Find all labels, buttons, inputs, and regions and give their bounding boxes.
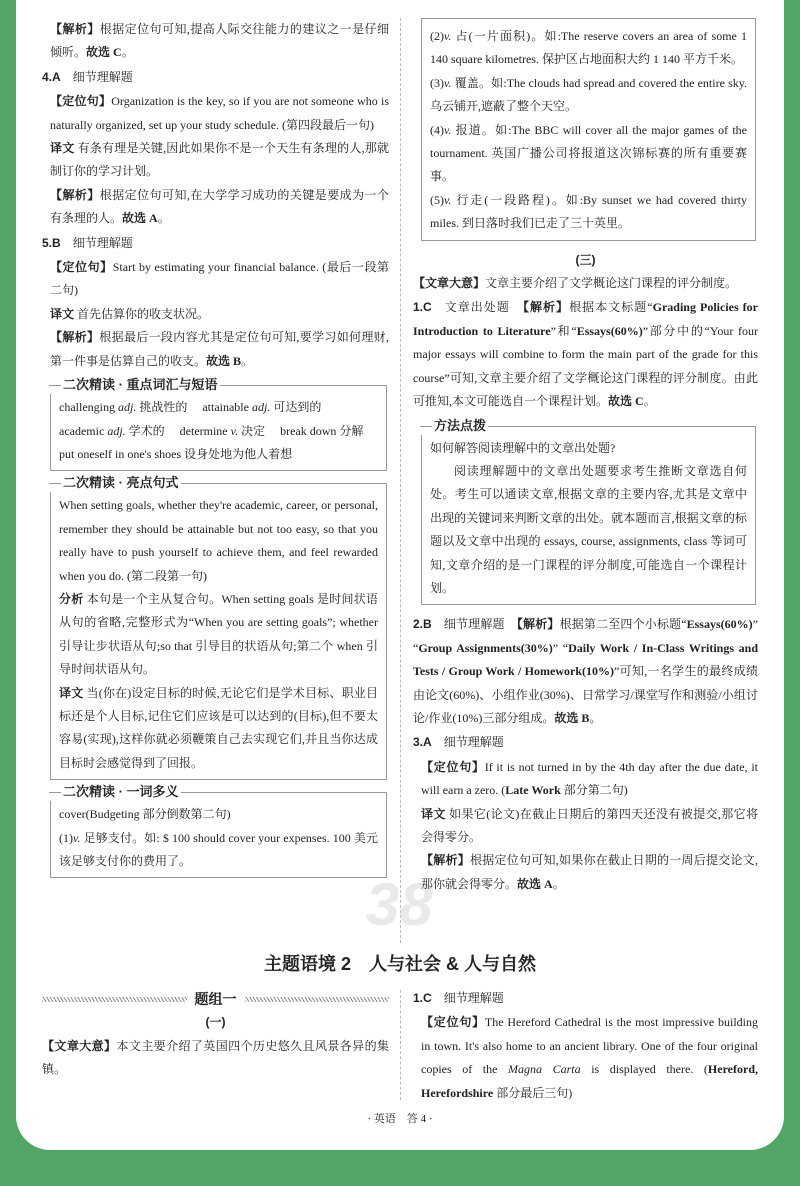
paragraph: [413, 756, 758, 803]
box-paragraph: [430, 460, 747, 600]
bold-text: 故选 C: [86, 45, 122, 60]
box-paragraph: [430, 119, 747, 189]
paragraph: [413, 803, 758, 850]
label-tag: 【解析】: [50, 22, 100, 36]
answer-text: [413, 617, 758, 725]
watermark-logo: 38: [366, 871, 433, 938]
paragraph: [42, 256, 389, 303]
text-run: Start by estimating your financial balance. (最后一段第二句): [50, 260, 389, 298]
label-tag: 【解析】: [50, 187, 100, 202]
question-heading: [42, 232, 389, 255]
box-paragraph: [59, 494, 378, 588]
note-box: [421, 18, 756, 241]
italic-text: adj.: [251, 400, 271, 415]
text-run: 根据本文标题“: [569, 300, 653, 315]
question-type: 细节理解题: [443, 735, 504, 750]
question-number: 5.B: [42, 235, 61, 250]
right-column: [413, 18, 758, 896]
label-tag: 译文: [50, 306, 75, 321]
note-box-title: 二次精读 · 重点词汇与短语: [49, 376, 220, 394]
text-run: 当(你在)设定目标的时候,无论它们是学术目标、职业目标还是个人目标,记住它们应该是可以达到的(目标),但不要太容易(实现),这样你就必须鞭策自己去实现它们,并且当你达成目标时会感觉得到了回报。: [59, 685, 378, 770]
question-number: 1.C: [413, 991, 432, 1005]
text-run: 文章主要介绍了文学概论这门课程的评分制度。: [485, 276, 738, 291]
text-run: 有条有理是关键,因此如果你不是一个天生有条理的人,那就制订你的学习计划。: [50, 141, 389, 179]
box-paragraph: [430, 189, 747, 236]
italic-text: v.: [230, 423, 239, 438]
text-run: 本句是一个主从复合句。When setting goals 是时间状语从句的省略,完整形式为“When you are setting goals”; whether 引导让步状语从句;so that 引导目的状语从句;第二个 when 引导时间状语从句。: [59, 591, 378, 677]
paragraph: [42, 18, 389, 65]
text-run: 学术的 determine: [125, 423, 231, 438]
italic-text: Magna Carta: [508, 1062, 581, 1077]
question-heading: [413, 987, 758, 1010]
column-divider: [400, 990, 401, 1100]
bold-text: Essays(60%): [576, 323, 643, 338]
question-number: 1.C: [413, 300, 432, 315]
box-paragraph: [59, 443, 378, 466]
italic-text: v.: [444, 192, 452, 207]
text-run: ”和“: [550, 323, 577, 338]
text-run: ”部分中的“Your four major essays will combine to form the main part of the grade for this course”可知,文章主要介绍了文学概论这门课程的评分制度。由此可推知,本文可能选自一个课程计划。: [413, 323, 759, 409]
label-tag: 分析: [59, 591, 84, 606]
note-box: [50, 475, 387, 780]
text-run: Organization is the key, so if you are not someone who is naturally organized, set up your study schedule. (第四段最后一句): [50, 94, 389, 132]
left-column-lower: [42, 988, 389, 1082]
box-paragraph: [59, 420, 378, 443]
text-run: ” “: [552, 640, 569, 655]
question-type: 细节理解题: [443, 991, 504, 1005]
text-run: 报道。如:The BBC will cover all the major games of the tournament. 英国广播公司将报道这次锦标赛的所有重要赛事。: [430, 122, 747, 184]
right-column-lower: [413, 986, 758, 1105]
italic-text: adj.: [107, 423, 126, 438]
question-number: 2.B: [413, 617, 432, 632]
left-column: [42, 18, 389, 886]
paragraph: [42, 90, 389, 137]
italic-text: v.: [444, 122, 452, 137]
page-footer: · 英语 答 4 ·: [367, 1113, 433, 1125]
decorative-rule: [42, 997, 187, 1002]
box-paragraph: [59, 682, 378, 776]
bold-text: Essays(60%): [686, 617, 753, 632]
paragraph: [42, 1035, 389, 1082]
text-run: (1): [59, 830, 73, 845]
text-run: 可达到的: [270, 400, 322, 415]
text-run: 覆盖。如:The clouds had spread and covered the entire sky. 乌云铺开,遮蔽了整个天空。: [430, 75, 747, 114]
decorative-rule: [245, 997, 390, 1002]
text-run: When setting goals, whether they're academic, career, or personal, remember they should be attainable but not too easy, so that you really have to push yourself to achieve them, and feel rewarded when you do. (第二段第一句): [59, 498, 378, 583]
bold-text: Group Assignments(30%): [418, 640, 553, 655]
label-tag: 【解析】: [421, 853, 470, 868]
text-run: 。: [157, 211, 170, 226]
label-tag: 【定位句】: [421, 759, 485, 774]
label-tag: 【定位句】: [50, 94, 112, 109]
text-run: 足够支付。如: $ 100 should cover your expenses. 100 美元该足够支付你的费用了。: [59, 830, 378, 868]
text-run: 部分第二句): [560, 783, 628, 798]
question-heading: [42, 66, 389, 89]
text-run: 部分最后三句): [493, 1085, 573, 1100]
label-tag: 【定位句】: [50, 260, 113, 275]
text-run: academic: [59, 423, 108, 438]
question-heading: [413, 296, 758, 413]
paragraph: [42, 326, 389, 373]
text-run: 阅读理解题中的文章出处题要求考生推断文章选自何处。考生可以通读文章,根据文章的主要内容,尤其是文章中出现的关键词来判断文章的出处。就本题而言,根据文章的标题以及文章中出现的 essays, course, assignments, class 等词可知,文章介绍的是一门课程的评分制度,可能选自一个课程计划。: [430, 463, 747, 595]
spacer: [510, 300, 523, 314]
note-box: [421, 417, 756, 606]
paragraph: [42, 184, 389, 231]
group-heading: [42, 988, 389, 1011]
label-tag: 【解析】: [50, 330, 100, 345]
label-tag: 【解析】: [522, 300, 570, 315]
note-box: [50, 377, 387, 471]
bold-text: 故选 B: [554, 710, 590, 725]
label-tag: 【解析】: [516, 617, 560, 632]
text-run: cover(Budgeting 部分倒数第二句): [59, 807, 231, 822]
question-heading: [413, 613, 758, 730]
box-paragraph: [59, 803, 378, 826]
text-run: ”可知,一名学生的最终成绩由论文(60%)、小组作业(30%)、日常学习/课堂写作和测验/小组讨论/作业(10%)三部分组成。: [413, 664, 758, 725]
text-run: If it is not turned in by the 4th day after the due date, it will earn a zero. (: [421, 759, 758, 798]
column-divider: [400, 18, 401, 943]
box-paragraph: [59, 827, 378, 874]
note-box-title: 二次精读 · 一词多义: [49, 783, 181, 801]
text-run: put oneself in one's shoes 设身处地为他人着想: [59, 446, 293, 461]
question-heading: [413, 731, 758, 754]
section-title: 主题语境 2 人与社会 & 人与自然: [263, 954, 536, 974]
text-run: 挑战性的 attainable: [136, 400, 252, 415]
text-run: 根据定位句可知,如果你在截止日期的一周后提交论文,那你就会得零分。: [421, 853, 758, 891]
document-page: [16, 0, 784, 1150]
label-tag: 【文章大意】: [413, 276, 486, 291]
paragraph: [413, 272, 758, 295]
box-paragraph: [430, 25, 747, 72]
bold-text: 故选 A: [122, 211, 158, 226]
question-type: 细节理解题: [72, 235, 133, 250]
italic-text: v.: [444, 75, 452, 90]
question-number: 3.A: [413, 735, 432, 750]
italic-text: v.: [444, 29, 452, 43]
text-run: (3): [430, 75, 444, 90]
label-tag: 译文: [59, 685, 84, 700]
text-run: 根据定位句可知,提高人际交往能力的建议之一是仔细倾听。: [50, 22, 389, 60]
text-run: 如果它(论文)在截止日期后的第四天还没有被提交,那它将会得零分。: [421, 806, 758, 844]
note-box-title: 二次精读 · 亮点句式: [49, 474, 181, 492]
text-run: is displayed there. (: [580, 1062, 708, 1077]
box-paragraph: [59, 588, 378, 682]
box-paragraph: [430, 72, 747, 119]
text-run: 本文主要介绍了英国四个历史悠久且风景各异的集镇。: [42, 1038, 389, 1077]
text-run: challenging: [59, 400, 118, 415]
spacer: [505, 617, 517, 631]
answer-text: [413, 300, 758, 408]
bold-text: Late Work: [505, 783, 561, 798]
label-tag: 译文: [50, 141, 75, 156]
text-run: 决定 break down 分解: [238, 423, 364, 438]
text-run: The Hereford Cathedral is the most impressive building in town. It's also home to an ancient library. One of the four original copies of the: [421, 1015, 758, 1077]
text-run: 。: [552, 876, 565, 891]
text-run: 。: [589, 710, 602, 725]
label-tag: 【定位句】: [421, 1015, 485, 1030]
text-run: 占(一片面积)。如:The reserve covers an area of some 1 140 square kilometres. 保护区占地面积大约 1 140 平方千米。: [430, 29, 747, 67]
section-subtitle: (三): [575, 252, 596, 267]
note-box: [50, 784, 387, 878]
section-subtitle: (一): [205, 1015, 226, 1030]
bold-text: 故选 A: [517, 876, 553, 891]
bold-text: 故选 B: [206, 353, 242, 368]
note-box-title: 方法点拨: [420, 417, 488, 435]
group-title: 题组一: [194, 991, 237, 1007]
text-run: 如何解答阅读理解中的文章出处题?: [430, 440, 616, 455]
paragraph: [42, 303, 389, 326]
box-paragraph: [59, 396, 378, 419]
box-paragraph: [430, 437, 747, 460]
bold-text: Daily Work / In-Class Writings and Tests / Group Work / Homework(10%): [413, 640, 759, 679]
text-run: (4): [430, 122, 444, 137]
text-run: (2): [430, 29, 444, 43]
text-run: (5): [430, 192, 444, 207]
question-type: 细节理解题: [443, 617, 505, 632]
question-type: 文章出处题: [443, 300, 510, 315]
paragraph: [413, 849, 758, 896]
text-run: 。: [121, 45, 134, 60]
bold-text: 故选 C: [608, 394, 644, 409]
text-run: 首先估算你的收支状况。: [74, 306, 210, 321]
paragraph: [42, 137, 389, 184]
paragraph: [413, 1011, 758, 1105]
text-run: 。: [643, 394, 656, 409]
bold-text: Hereford, Herefordshire: [421, 1062, 758, 1100]
bold-text: Grading Policies for Introduction to Literature: [413, 300, 758, 338]
text-run: 行走(一段路程)。如:By sunset we had covered thirty miles. 到日落时我们已走了三十英里。: [430, 192, 747, 231]
text-run: 。: [241, 353, 254, 368]
question-number: 4.A: [42, 69, 61, 84]
label-tag: 译文: [421, 806, 446, 821]
text-run: 根据第二至四个小标题“: [559, 617, 687, 632]
italic-text: v.: [73, 830, 81, 845]
text-run: ” “: [413, 617, 758, 655]
text-run: 根据最后一段内容尤其是定位句可知,要学习如何理财,第一件事是估算自己的收支。: [50, 330, 389, 368]
question-type: 细节理解题: [72, 69, 133, 84]
label-tag: 【文章大意】: [42, 1038, 117, 1053]
text-run: 根据定位句可知,在大学学习成功的关键是要成为一个有条理的人。: [50, 187, 389, 226]
italic-text: adj.: [117, 400, 137, 415]
